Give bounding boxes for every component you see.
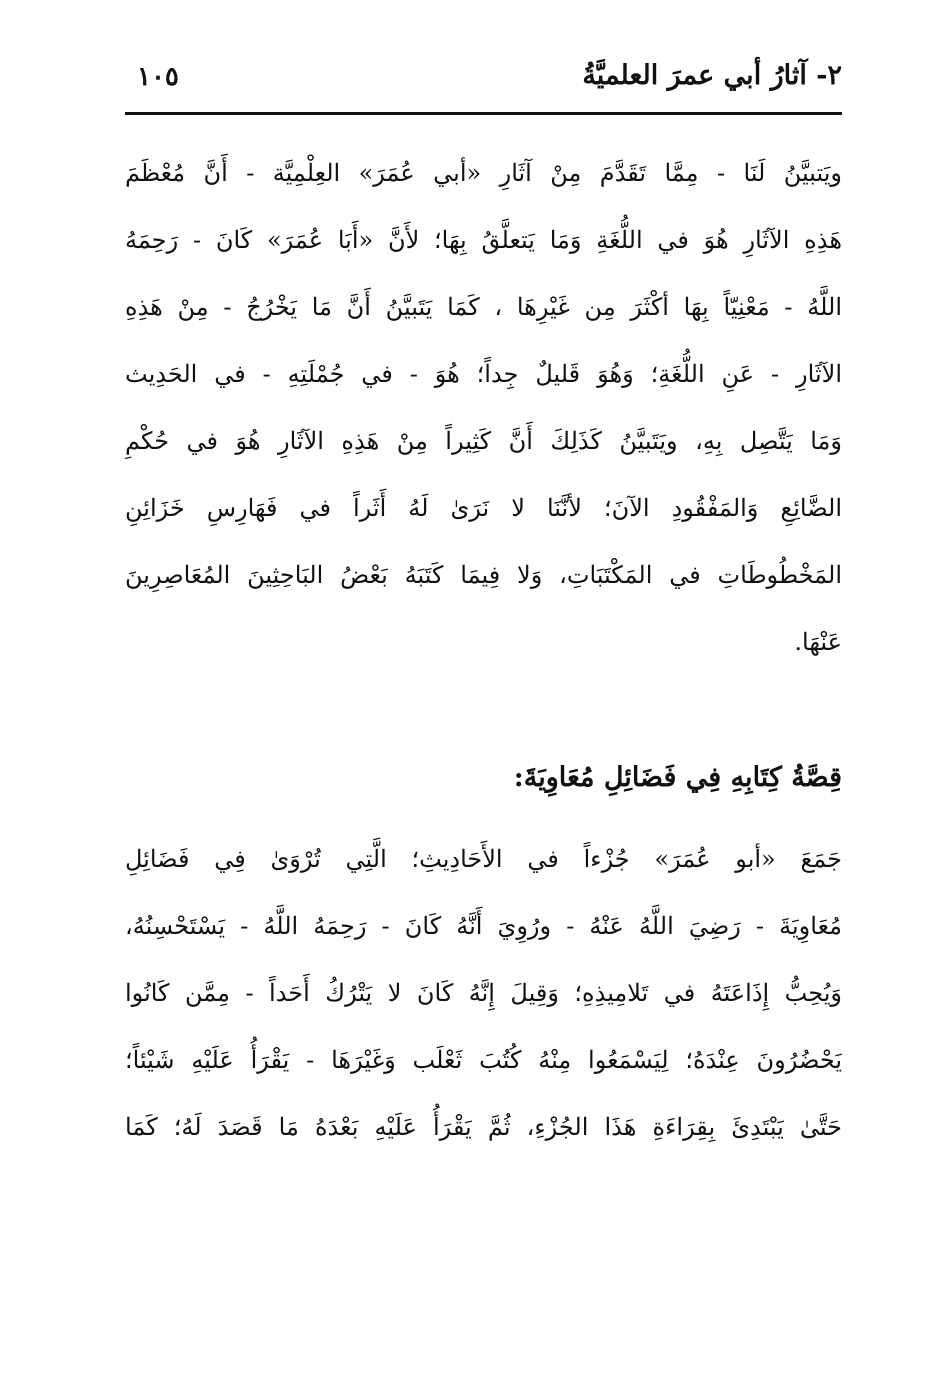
text-line: يَحْضُرُونَ عِنْدَهُ؛ لِيَسْمَعُوا مِنْهُ كُتُبَ ثَعْلَب وَغَيْرَهَا - يَقْرَأُ عَلَيْهِ شَيْئاً؛ <box>125 1046 842 1074</box>
header-rule <box>125 112 842 115</box>
text-line: الضَّائِعِ وَالمَفْقُودِ الآنَ؛ لأنَّنَا لا نَرَىٰ لَهُ أَثَراً في فَهَارِسِ خَزَائِنِ <box>125 494 842 522</box>
section-heading: قِصَّةُ كِتَابِهِ فِي فَضَائِلِ مُعَاوِيَةَ: <box>513 762 842 793</box>
text-line: مُعَاوِيَةَ - رَضِيَ اللَّهُ عَنْهُ - ورُوِيَ أَنَّهُ كَانَ - رَحِمَهُ اللَّهُ - يَسْتَحْسِنُهُ، <box>125 912 842 940</box>
text-line: هَذِهِ الآثَارِ هُوَ في اللُّغَةِ وَمَا يَتعلَّقُ بِهَا؛ لأَنَّ «أَبَا عُمَرَ» كَانَ - رَحِمَهُ <box>125 226 842 254</box>
text-line: وَمَا يَتَّصِل بِهِ، ويَتَبيَّنُ كَذَلِكَ أَنَّ كَثِيراً مِنْ هَذِهِ الآثَارِ هُوَ في حُكْمِ <box>125 427 842 455</box>
paragraph-two <box>125 826 842 1161</box>
page-header <box>125 58 842 108</box>
text-line: حَتَّىٰ يَبْتَدِئَ بِقِرَاءَةِ هَذَا الجُزْءِ، ثُمَّ يَقْرَأُ عَلَيْهِ بَعْدَهُ مَا قَصَدَ لَهُ؛ كَمَا <box>125 1113 842 1141</box>
text-line: الآثَارِ - عَنِ اللُّغَةِ؛ وَهُوَ قَليلٌ جِداً؛ هُوَ - في جُمْلَتِهِ - في الحَدِيث <box>125 360 842 388</box>
text-line: وَيُحِبُّ إِذَاعَتَهُ في تَلامِيذِهِ؛ وَقِيلَ إِنَّهُ كَانَ لا يَتْرُكُ أَحَداً - مِمَّن كَانُوا <box>125 979 842 1007</box>
text-line: المَخْطُوطَاتِ في المَكْتَبَاتِ، وَلا فِيمَا كَتَبَهُ بَعْضُ البَاحِثِينَ المُعَاصِرِينَ <box>125 561 842 589</box>
page-number: ١٠٥ <box>137 62 179 92</box>
paragraph-one <box>125 140 842 676</box>
text-line: ويَتبيَّنُ لَنَا - مِمَّا تَقَدَّمَ مِنْ آثَارِ «أبي عُمَرَ» العِلْمِيَّة - أَنَّ مُعْظَمَ <box>125 159 842 187</box>
text-line: جَمَعَ «أبو عُمَرَ» جُزْءاً في الأَحَادِيثِ؛ الَّتِي تُرْوَىٰ فِي فَضَائِلِ <box>125 845 842 873</box>
text-line-last: عَنْهَا. <box>794 628 842 656</box>
text-line: اللَّهُ - مَعْنِيّاً بِهَا أكْثَرَ مِن غَيْرِهَا ، كَمَا يَتَبيَّنُ أَنَّ مَا يَخْرُجُ - مِنْ هَذِهِ <box>125 293 842 321</box>
running-title: ٢- آثارُ أبي عمرَ العلميَّةُ <box>582 60 842 91</box>
